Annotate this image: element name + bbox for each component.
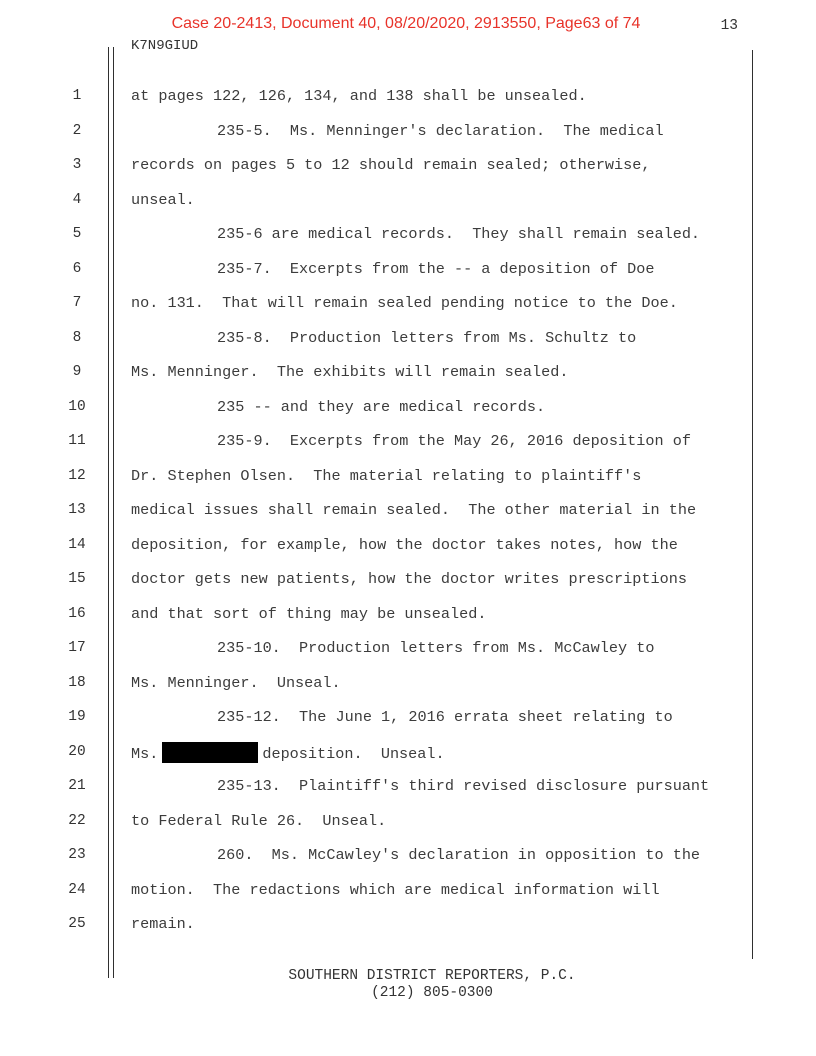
page-number: 13 (720, 18, 738, 34)
line-text: deposition, for example, how the doctor takes notes, how the (131, 535, 678, 554)
line-text: 235-10. Production letters from Ms. McCawley to (217, 639, 655, 657)
line-text: Ms. Menninger. The exhibits will remain sealed. (131, 363, 569, 381)
transcript-line (0, 224, 816, 258)
transcript-line (0, 155, 816, 189)
line-number: 10 (68, 398, 86, 415)
line-number: 6 (72, 260, 82, 277)
case-stamp-text: Case 20-2413, Document 40, 08/20/2020, 2913550, Page63 of 74 (171, 15, 641, 32)
line-text: at pages 122, 126, 134, and 138 shall be unsealed. (131, 87, 587, 105)
transcript-line (0, 673, 816, 707)
line-number: 20 (68, 743, 86, 760)
line-number: 15 (68, 571, 86, 587)
transcript-line (0, 397, 816, 431)
transcript-line (0, 776, 816, 810)
line-text: records on pages 5 to 12 should remain sealed; otherwise, (131, 156, 651, 174)
line-number: 25 (68, 916, 86, 932)
transcript-line (0, 638, 816, 672)
transcript-line (0, 121, 816, 155)
line-text: remain. (131, 915, 195, 933)
line-text-after-redaction: deposition. Unseal. (262, 744, 445, 763)
line-text: no. 131. That will remain sealed pending notice to the Doe. (131, 294, 678, 312)
line-text: medical issues shall remain sealed. The other material in the (131, 501, 697, 519)
line-number: 23 (68, 847, 86, 863)
line-text: Ms. Menninger. Unseal. (131, 673, 341, 692)
transcript-line (0, 880, 816, 914)
line-number: 19 (68, 709, 86, 725)
line-text: and that sort of thing may be unsealed. (131, 604, 487, 623)
transcript-line (0, 811, 816, 845)
transcript-line (0, 362, 816, 396)
line-text: unseal. (131, 190, 195, 209)
transcript-line (0, 190, 816, 224)
transcript-line (0, 500, 816, 534)
line-text: 235-8. Production letters from Ms. Schultz to (217, 328, 637, 347)
transcript-line (0, 535, 816, 569)
transcript-line (0, 259, 816, 293)
line-number: 4 (72, 191, 82, 208)
page-footer (0, 968, 816, 1002)
line-text: 235-12. The June 1, 2016 errata sheet relating to (217, 708, 673, 726)
transcript-line (0, 914, 816, 948)
line-number: 14 (68, 536, 86, 553)
line-text: Dr. Stephen Olsen. The material relating to plaintiff's (131, 466, 642, 485)
page-header (0, 14, 816, 36)
line-number: 8 (72, 329, 82, 346)
transcript-line (0, 845, 816, 879)
line-number: 16 (68, 605, 86, 622)
line-text: 235-13. Plaintiff's third revised disclosure pursuant (217, 777, 710, 795)
transcript-line (0, 742, 816, 776)
line-number: 21 (68, 778, 86, 794)
line-number: 5 (72, 226, 82, 242)
line-number: 18 (68, 674, 86, 691)
line-text: 260. Ms. McCawley's declaration in opposition to the (217, 846, 701, 864)
line-text: doctor gets new patients, how the doctor writes prescriptions (131, 570, 687, 588)
redaction-box (162, 742, 258, 763)
line-number: 2 (72, 122, 82, 139)
line-number: 12 (68, 467, 86, 484)
transcript-line (0, 293, 816, 327)
transcript-line (0, 569, 816, 603)
line-text: 235-6 are medical records. They shall remain sealed. (217, 225, 701, 243)
transcript-line (0, 466, 816, 500)
line-number: 7 (72, 295, 82, 311)
line-text: to Federal Rule 26. Unseal. (131, 811, 387, 830)
document-code: K7N9GIUD (131, 38, 199, 54)
line-number: 22 (68, 812, 86, 829)
transcript-line (0, 707, 816, 741)
line-number: 13 (68, 502, 86, 518)
line-text: 235-7. Excerpts from the -- a deposition of Doe (217, 259, 655, 278)
transcript-line (0, 431, 816, 465)
transcript-line (0, 604, 816, 638)
line-text-before-redaction: Ms. (131, 744, 159, 763)
line-number: 3 (72, 157, 82, 173)
line-text (131, 742, 445, 764)
line-number: 24 (68, 881, 86, 898)
case-stamp (0, 14, 816, 34)
line-number: 17 (68, 640, 86, 656)
line-text: 235 -- and they are medical records. (217, 397, 546, 416)
reporter-name: SOUTHERN DISTRICT REPORTERS, P.C. (288, 968, 576, 984)
line-text: motion. The redactions which are medical information will (131, 880, 660, 899)
line-text: 235-5. Ms. Menninger's declaration. The medical (217, 121, 664, 140)
transcript-line (0, 328, 816, 362)
transcript-line (0, 86, 816, 120)
line-text: 235-9. Excerpts from the May 26, 2016 deposition of (217, 432, 691, 450)
line-number: 9 (72, 364, 82, 380)
line-number: 1 (72, 88, 82, 104)
line-number: 11 (68, 433, 86, 449)
reporter-phone: (212) 805-0300 (371, 985, 493, 1001)
